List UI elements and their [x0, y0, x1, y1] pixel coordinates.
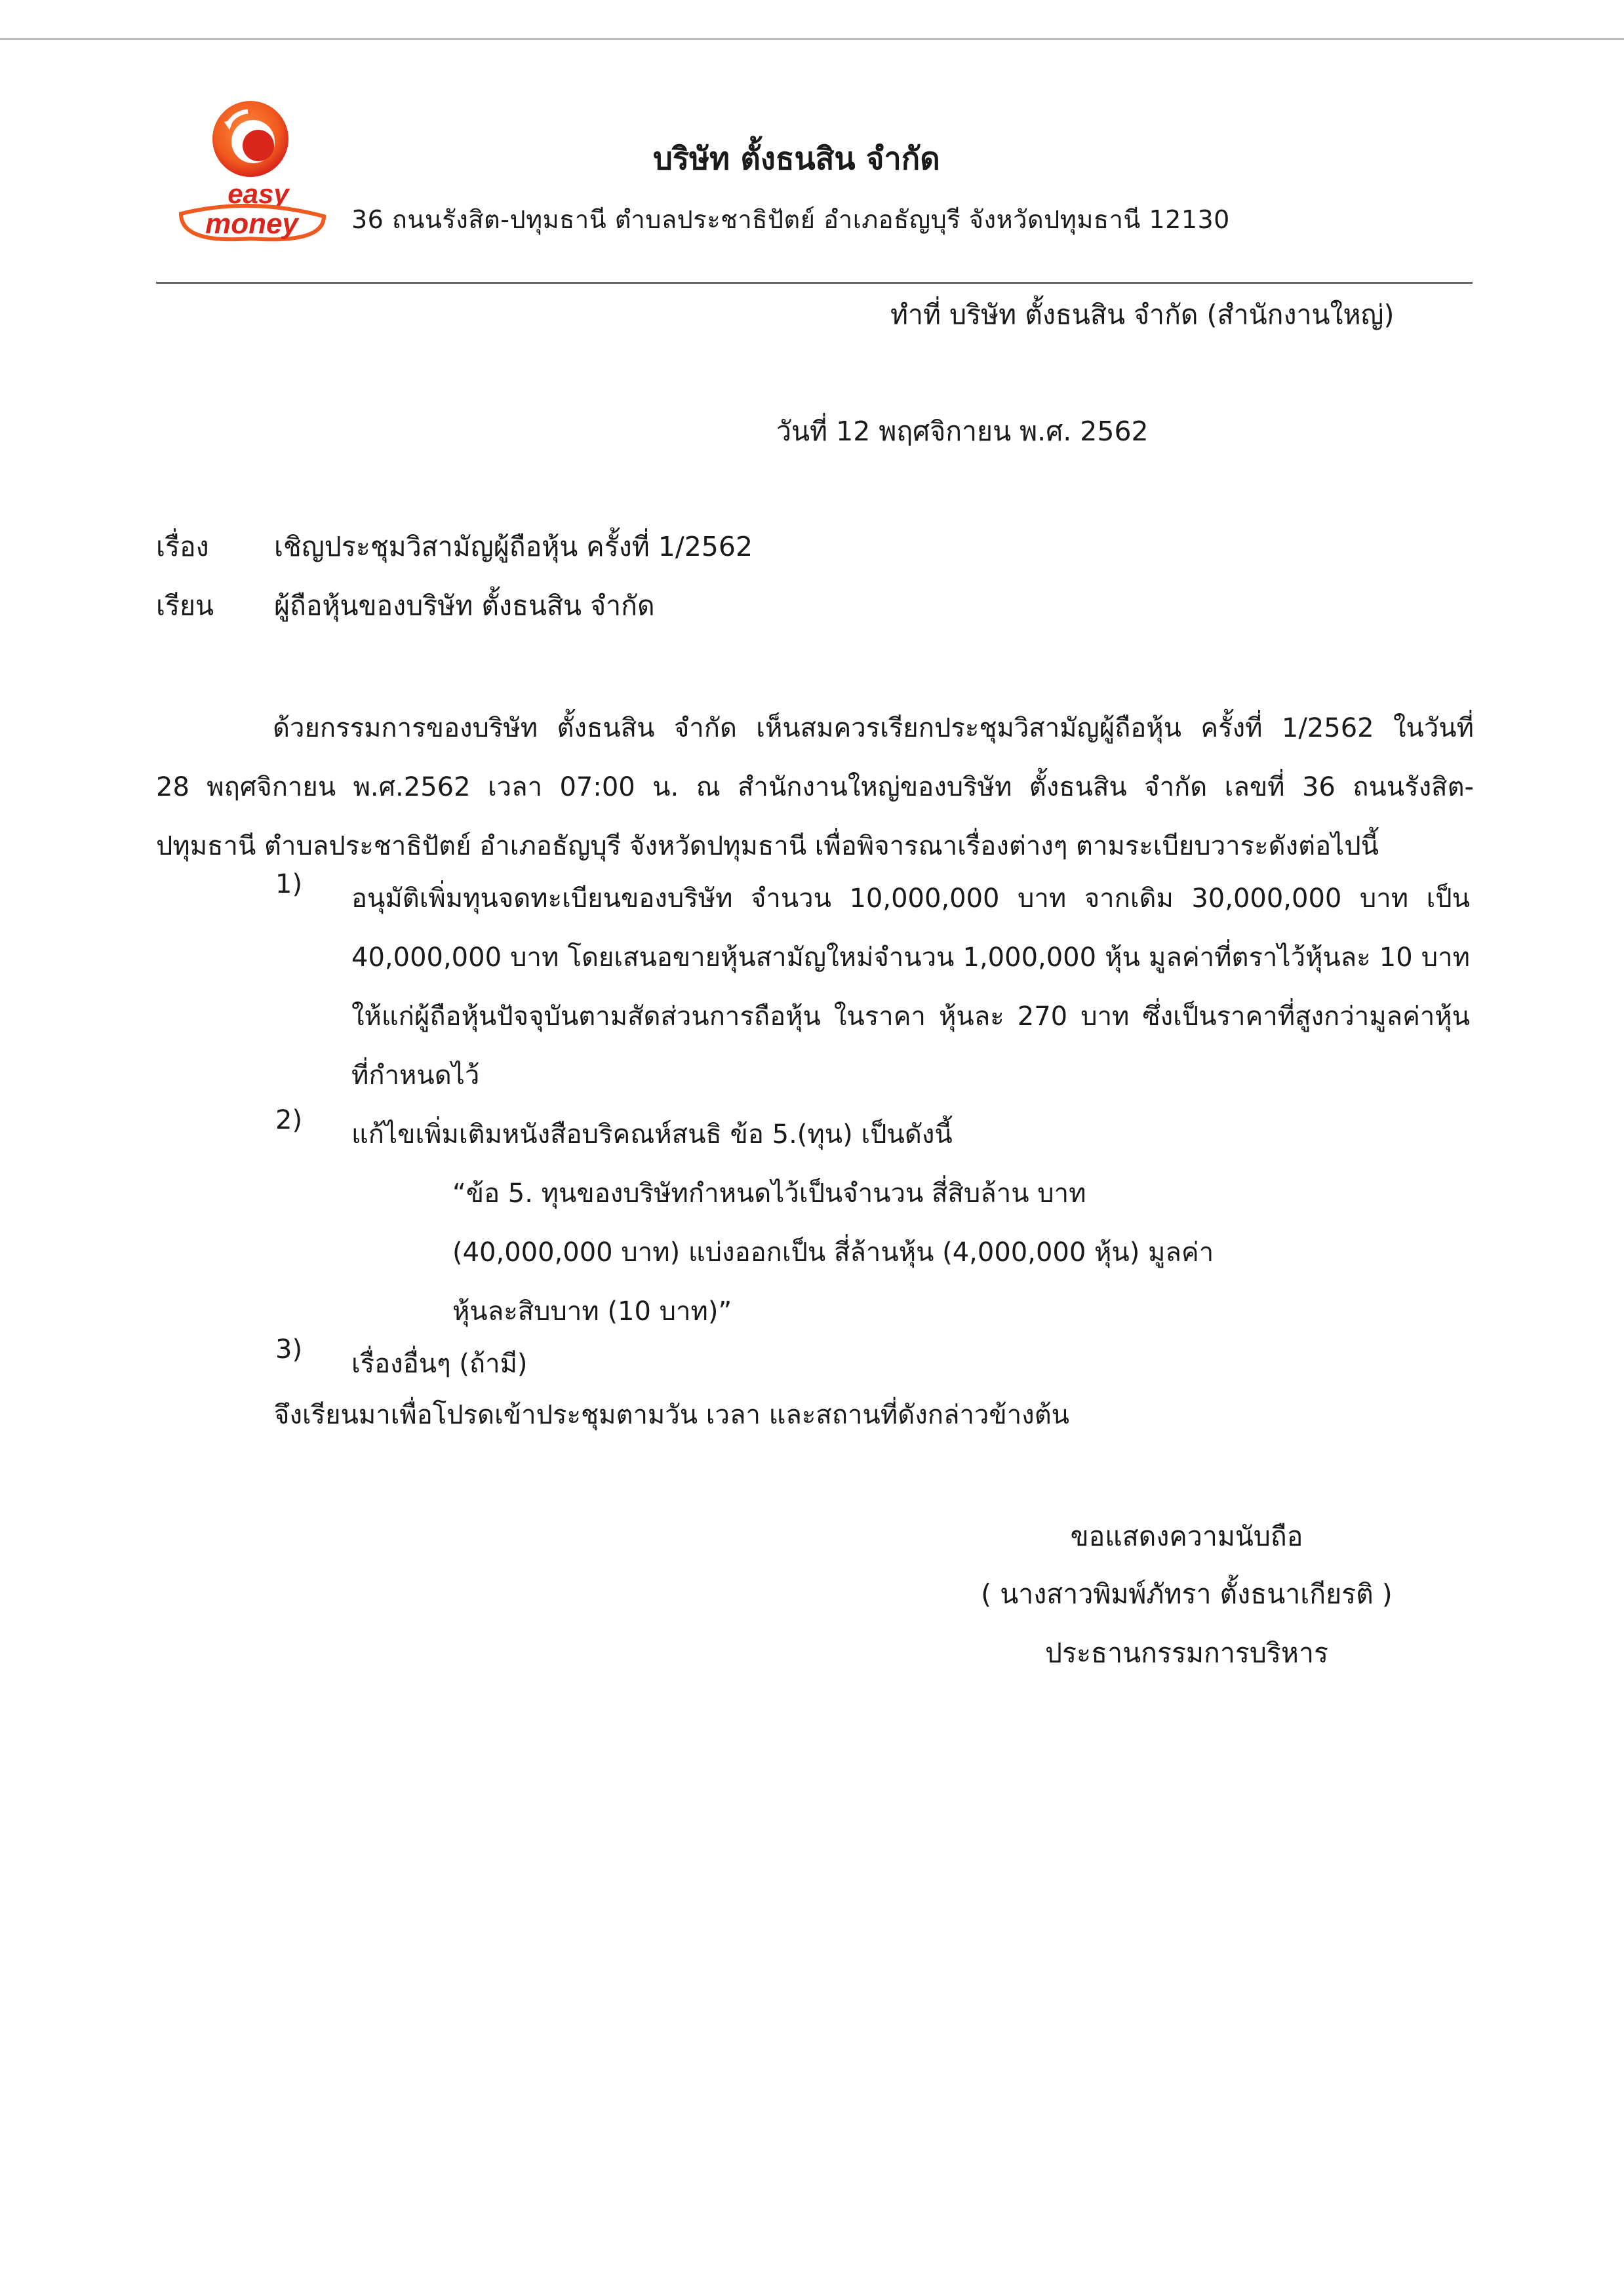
scan-top-edge: [0, 38, 1624, 40]
agenda-item-3: [351, 1334, 1470, 1393]
agenda-line: ที่กำหนดไว้: [351, 1060, 480, 1091]
logo-text-easy: easy: [228, 178, 289, 209]
agenda-item-2: [351, 1105, 1470, 1164]
logo-text-money: money: [205, 208, 298, 240]
amendment-quote: [452, 1164, 1214, 1341]
signature-name: ( นางสาวพิมพ์ภัทรา ตั้งธนาเกียรติ ): [981, 1578, 1393, 1610]
quote-line: หุ้นละสิบบาท (10 บาท)”: [452, 1296, 732, 1327]
agenda-number: 1): [275, 869, 303, 899]
subject-label: เรื่อง: [156, 531, 209, 562]
agenda-line: ให้แก่ผู้ถือหุ้นปัจจุบันตามสัดส่วนการถือหุ้น ในราคา หุ้นละ 270 บาท ซึ่งเป็นราคาที่สูงกว่ามูลค่าหุ้น: [351, 1002, 1470, 1032]
agenda-number: 3): [275, 1334, 303, 1365]
agenda-line: เรื่องอื่นๆ (ถ้ามี): [351, 1349, 528, 1379]
company-name: บริษัท ตั้งธนสิน จำกัด: [653, 141, 940, 177]
signature-position: ประธานกรรมการบริหาร: [1044, 1637, 1329, 1669]
quote-line: (40,000,000 บาท) แบ่งออกเป็น สี่ล้านหุ้น (4,000,000 หุ้น) มูลค่า: [452, 1237, 1214, 1268]
body-line: ปทุมธานี ตำบลประชาธิปัตย์ อำเภอธัญบุรี จังหวัดปทุมธานี เพื่อพิจารณาเรื่องต่างๆ ตามระเบียบวาระดังต่อไปนี้: [156, 831, 1379, 861]
easy-money-logo: [172, 98, 329, 256]
subject-value: เชิญประชุมวิสามัญผู้ถือหุ้น ครั้งที่ 1/2562: [274, 531, 753, 562]
body-line: 28 พฤศจิกายน พ.ศ.2562 เวลา 07:00 น. ณ สำนักงานใหญ่ของบริษัท ตั้งธนสิน จำกัด เลขที่ 36 ถนนรังสิต-: [156, 772, 1474, 802]
quote-line: “ข้อ 5. ทุนของบริษัทกำหนดไว้เป็นจำนวน สี่สิบล้าน บาท: [452, 1178, 1086, 1209]
agenda-line: อนุมัติเพิ่มทุนจดทะเบียนของบริษัท จำนวน 10,000,000 บาท จากเดิม 30,000,000 บาท เป็น: [351, 884, 1470, 914]
body-line: ด้วยกรรมการของบริษัท ตั้งธนสิน จำกัด เห็นสมควรเรียกประชุมวิสามัญผู้ถือหุ้น ครั้งที่ 1/2562 ในวันที่: [273, 713, 1474, 743]
body-paragraph: [156, 699, 1474, 876]
written-at: ทำที่ บริษัท ตั้งธนสิน จำกัด (สำนักงานใหญ่): [890, 299, 1395, 330]
letterhead-divider: [156, 282, 1473, 284]
agenda-line: 40,000,000 บาท โดยเสนอขายหุ้นสามัญใหม่จำนวน 1,000,000 หุ้น มูลค่าที่ตราไว้หุ้นละ 10 บาท: [351, 943, 1470, 973]
agenda-item-1: [351, 869, 1470, 1105]
closing-line: จึงเรียนมาเพื่อโปรดเข้าประชุมตามวัน เวลา และสถานที่ดังกล่าวข้างต้น: [274, 1400, 1070, 1430]
recipient-label: เรียน: [156, 590, 214, 621]
agenda-number: 2): [275, 1105, 303, 1135]
letter-date: วันที่ 12 พฤศจิกายน พ.ศ. 2562: [776, 416, 1149, 447]
recipient-value: ผู้ถือหุ้นของบริษัท ตั้งธนสิน จำกัด: [274, 590, 655, 621]
agenda-line: แก้ไขเพิ่มเติมหนังสือบริคณห์สนธิ ข้อ 5.(ทุน) เป็นดังนี้: [351, 1119, 953, 1150]
company-address: 36 ถนนรังสิต-ปทุมธานี ตำบลประชาธิปัตย์ อำเภอธัญบุรี จังหวัดปทุมธานี 12130: [351, 205, 1230, 234]
signature-regards: ขอแสดงความนับถือ: [1070, 1521, 1303, 1552]
